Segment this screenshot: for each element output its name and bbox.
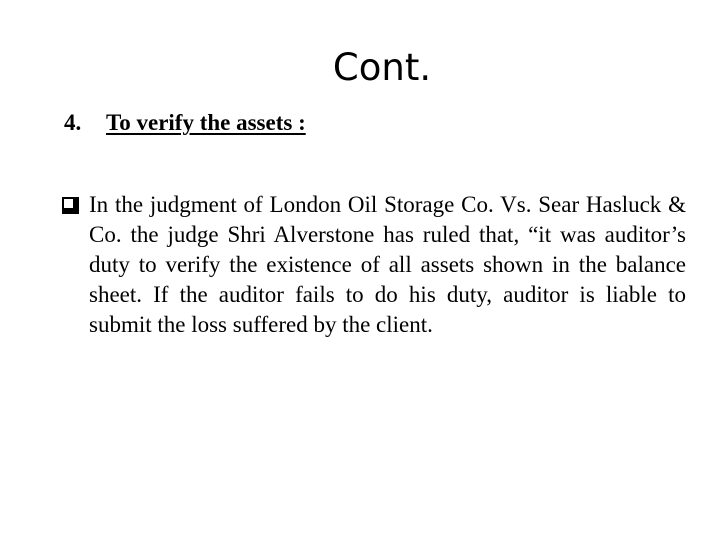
slide-title: Cont.: [332, 46, 432, 89]
section-heading-text: To verify the assets :: [106, 110, 306, 135]
bullet-text: In the judgment of London Oil Storage Co. Vs. Sear Hasluck & Co. the judge Shri Alverstone has ruled that, “it was auditor’s duty to verify the existence of all assets shown in the balance sheet. If the auditor fails to do his duty, auditor is liable to submit the loss suffered by the client.: [89, 192, 686, 337]
bullet-item: [62, 190, 686, 340]
hollow-square-bullet-icon: [62, 197, 79, 214]
section-heading: [64, 108, 306, 138]
section-number: 4.: [64, 110, 82, 135]
